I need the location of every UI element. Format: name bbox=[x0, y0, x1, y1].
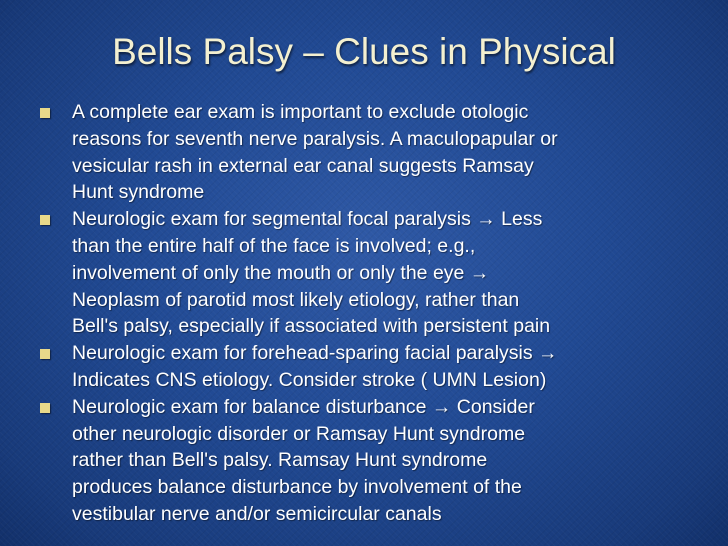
bullet-text-line: produces balance disturbance by involvement of the bbox=[72, 476, 522, 499]
bullet-item bbox=[0, 340, 728, 394]
bullet-text-line: rather than Bell's palsy. Ramsay Hunt syndrome bbox=[72, 449, 488, 472]
bullet-text-line: Hunt syndrome bbox=[72, 181, 205, 204]
slide-title: Bells Palsy – Clues in Physical bbox=[112, 31, 616, 72]
bullet-text-line: than the entire half of the face is involved; e.g., bbox=[72, 234, 476, 257]
bullet-text-line: vesicular rash in external ear canal suggests Ramsay bbox=[72, 154, 534, 177]
square-bullet-icon bbox=[40, 215, 50, 225]
square-bullet-icon bbox=[40, 108, 50, 118]
bullet-list bbox=[0, 99, 728, 528]
bullet-text-line: reasons for seventh nerve paralysis. A maculopapular or bbox=[72, 127, 558, 150]
square-bullet-icon bbox=[40, 403, 50, 413]
bullet-text-line: Bell's palsy, especially if associated with persistent pain bbox=[72, 315, 551, 338]
bullet-text-line: Neurologic exam for segmental focal paralysis → Less bbox=[72, 208, 543, 231]
bullet-text-line: involvement of only the mouth or only the eye → bbox=[72, 261, 490, 284]
square-bullet-icon bbox=[40, 349, 50, 359]
bullet-item bbox=[0, 99, 728, 206]
bullet-text-line: Neoplasm of parotid most likely etiology, rather than bbox=[72, 288, 520, 311]
bullet-item bbox=[0, 206, 728, 340]
bullet-text-line: other neurologic disorder or Ramsay Hunt syndrome bbox=[72, 422, 526, 445]
bullet-text-line: A complete ear exam is important to exclude otologic bbox=[72, 101, 529, 123]
bullet-text-line: Neurologic exam for forehead-sparing facial paralysis → bbox=[72, 342, 558, 365]
bullet-text-line: vestibular nerve and/or semicircular canals bbox=[72, 502, 442, 525]
bullet-item bbox=[0, 394, 728, 528]
bullet-text-line: Neurologic exam for balance disturbance → Consider bbox=[72, 395, 535, 418]
bullet-text-line: Indicates CNS etiology. Consider stroke ( UMN Lesion) bbox=[72, 368, 547, 391]
